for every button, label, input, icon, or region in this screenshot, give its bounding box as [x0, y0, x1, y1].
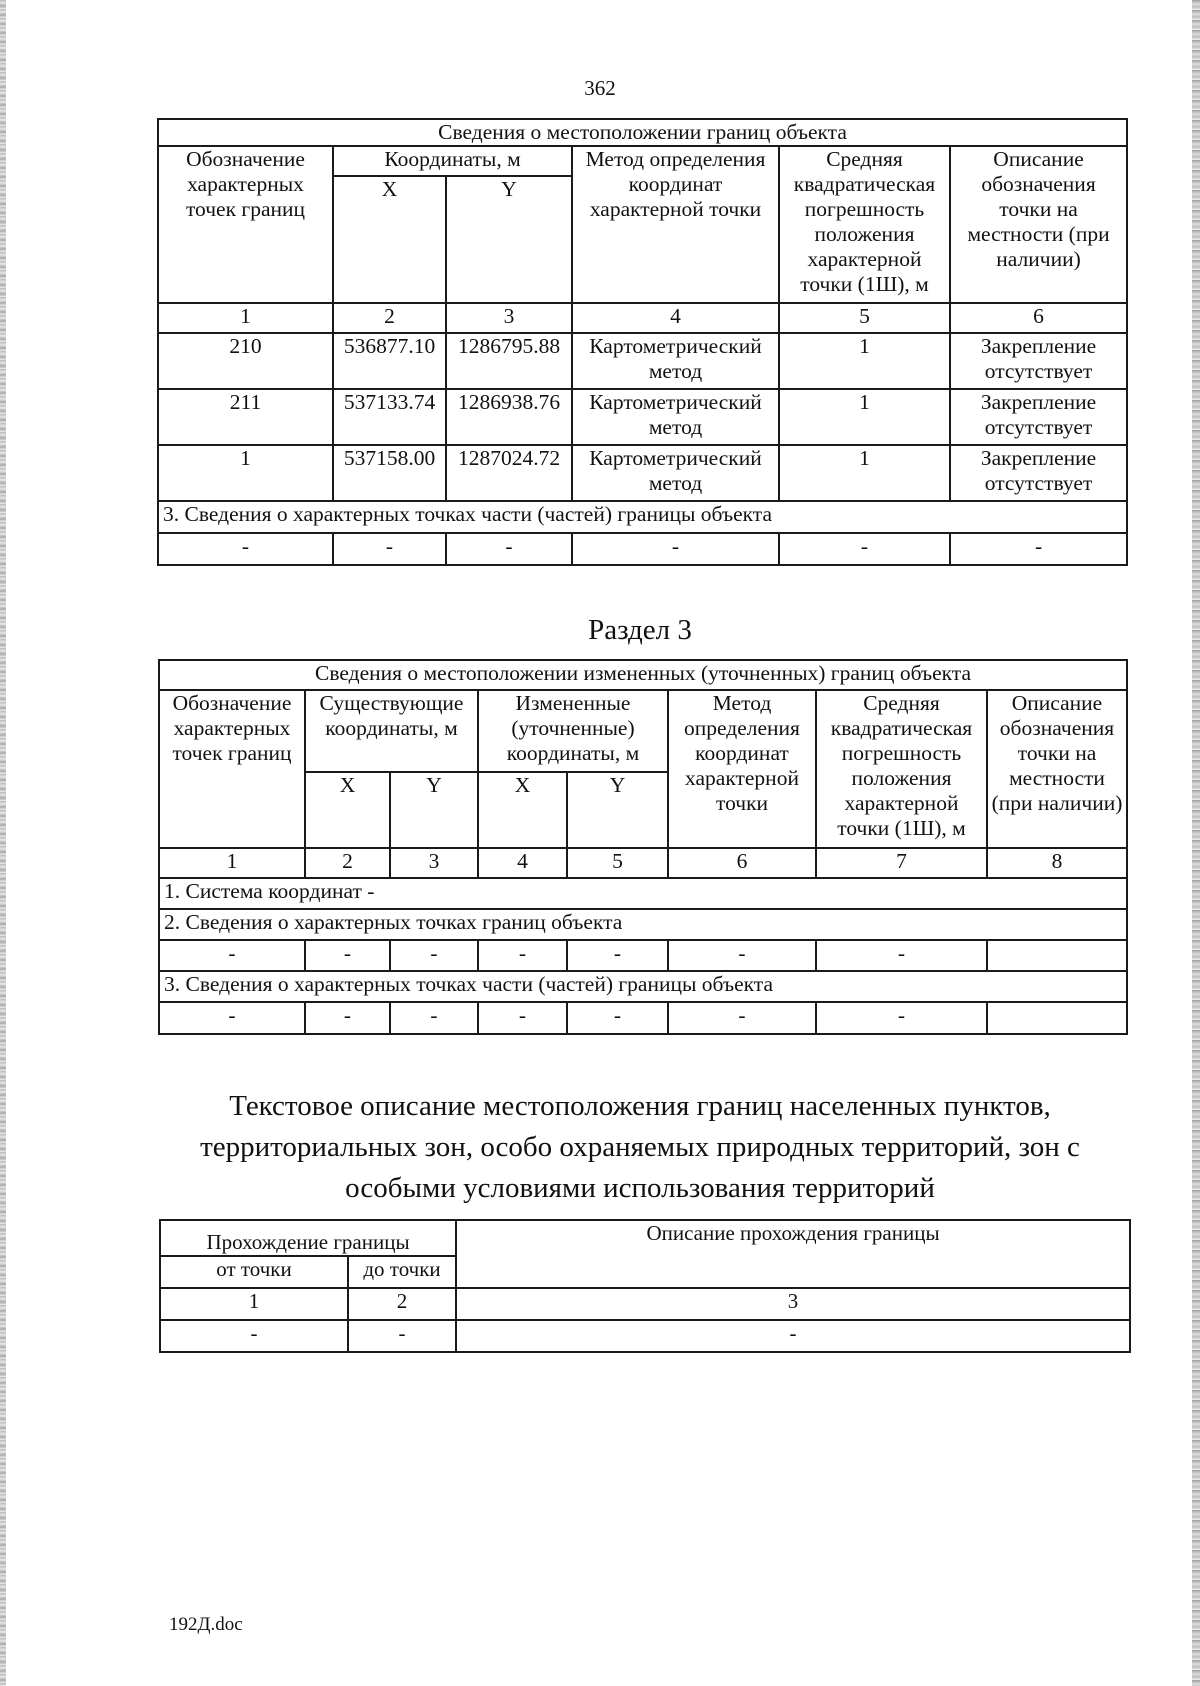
method-value: Картометрический метод [572, 445, 779, 501]
description-value: Закрепление отсутствует [950, 445, 1127, 501]
empty-dash: - [478, 1002, 567, 1034]
column-number: 6 [950, 303, 1127, 333]
x-value: 536877.10 [333, 333, 446, 389]
description-value: Закрепление отсутствует [950, 389, 1127, 445]
column-number: 3 [446, 303, 572, 333]
column-number: 1 [159, 848, 305, 878]
description-value: Закрепление отсутствует [950, 333, 1127, 389]
column-number-row [158, 303, 1127, 333]
empty-dash: - [567, 1002, 668, 1034]
header-changed-coordinates: Измененные (уточненные) координаты, м [478, 690, 668, 772]
header-y: Y [567, 772, 668, 848]
empty-dash: - [305, 1002, 390, 1034]
column-number: 5 [567, 848, 668, 878]
scan-edge-right [1192, 0, 1200, 1686]
coordinate-system-row [159, 878, 1127, 909]
column-number-row [160, 1288, 1130, 1320]
header-x: X [305, 772, 390, 848]
part-data-row [158, 533, 1127, 565]
table-caption-row [159, 660, 1127, 690]
header-row [159, 690, 1127, 772]
empty-dash: - [333, 533, 446, 565]
column-number: 3 [390, 848, 478, 878]
empty-dash: - [456, 1320, 1130, 1352]
header-to-point: до точки [348, 1256, 456, 1288]
header-method: Метод определения координат характерной точки [668, 690, 816, 848]
section-heading: Раздел 3 [588, 614, 692, 646]
table-row [158, 333, 1127, 389]
empty-dash: - [816, 1002, 987, 1034]
boundary-points-label: 2. Сведения о характерных точках границ объекта [159, 909, 1127, 940]
empty-cell [987, 1002, 1127, 1034]
column-number: 4 [478, 848, 567, 878]
boundary-location-table [157, 118, 1128, 566]
column-number: 7 [816, 848, 987, 878]
empty-cell [987, 940, 1127, 971]
changed-boundary-location-table [158, 659, 1128, 1035]
table-caption-row [158, 119, 1127, 146]
empty-dash: - [572, 533, 779, 565]
header-y: Y [390, 772, 478, 848]
x-value: 537133.74 [333, 389, 446, 445]
point-id: 211 [158, 389, 333, 445]
point-id: 210 [158, 333, 333, 389]
boundary-passage-table [159, 1219, 1131, 1353]
header-from-point: от точки [160, 1256, 348, 1288]
empty-dash: - [159, 1002, 305, 1034]
y-value: 1286938.76 [446, 389, 572, 445]
footer-filename: 192Д.doc [169, 1614, 243, 1635]
coordinate-system-label: 1. Система координат - [159, 878, 1127, 909]
header-error: Средняя квадратическая погрешность положения характерной точки (1Ш), м [816, 690, 987, 848]
header-x: X [333, 176, 446, 303]
empty-dash: - [779, 533, 950, 565]
error-value: 1 [779, 333, 950, 389]
table-row [160, 1320, 1130, 1352]
header-point-designation: Обозначение характерных точек границ [159, 690, 305, 848]
column-number: 5 [779, 303, 950, 333]
column-number: 1 [158, 303, 333, 333]
error-value: 1 [779, 389, 950, 445]
method-value: Картометрический метод [572, 389, 779, 445]
x-value: 537158.00 [333, 445, 446, 501]
part-section-label: 3. Сведения о характерных точках части (частей) границы объекта [158, 501, 1127, 533]
scan-edge-left [0, 0, 6, 1686]
header-description: Описание обозначения точки на местности (при наличии) [950, 146, 1127, 303]
empty-dash: - [567, 940, 668, 971]
method-value: Картометрический метод [572, 333, 779, 389]
column-number-row [159, 848, 1127, 878]
header-error: Средняя квадратическая погрешность положения характерной точки (1Ш), м [779, 146, 950, 303]
column-number: 2 [333, 303, 446, 333]
column-number: 1 [160, 1288, 348, 1320]
empty-dash: - [348, 1320, 456, 1352]
empty-dash: - [160, 1320, 348, 1352]
header-row [158, 146, 1127, 176]
header-row [160, 1220, 1130, 1256]
empty-dash: - [390, 940, 478, 971]
empty-dash: - [390, 1002, 478, 1034]
empty-dash: - [816, 940, 987, 971]
empty-dash: - [158, 533, 333, 565]
column-number: 3 [456, 1288, 1130, 1320]
empty-dash: - [305, 940, 390, 971]
part-data-row [159, 1002, 1127, 1034]
y-value: 1287024.72 [446, 445, 572, 501]
part-section-row [158, 501, 1127, 533]
empty-dash: - [478, 940, 567, 971]
header-point-designation: Обозначение характерных точек границ [158, 146, 333, 303]
boundary-points-row [159, 909, 1127, 940]
text-description-heading: Текстовое описание местоположения границ населенных пунктов, территориальных зон, особо охраняемых природных территорий, зон с особыми условиями использования территорий [200, 1090, 1080, 1204]
header-existing-coordinates: Существующие координаты, м [305, 690, 478, 772]
table-caption: Сведения о местоположении измененных (уточненных) границ объекта [159, 660, 1127, 690]
header-x: X [478, 772, 567, 848]
error-value: 1 [779, 445, 950, 501]
empty-dash: - [159, 940, 305, 971]
y-value: 1286795.88 [446, 333, 572, 389]
empty-dash: - [446, 533, 572, 565]
header-boundary-passage: Прохождение границы [160, 1220, 456, 1256]
part-section-row [159, 971, 1127, 1002]
page-number: 362 [584, 76, 616, 100]
empty-dash: - [668, 1002, 816, 1034]
header-coordinates: Координаты, м [333, 146, 572, 176]
header-description: Описание обозначения точки на местности (при наличии) [987, 690, 1127, 848]
column-number: 8 [987, 848, 1127, 878]
part-section-label: 3. Сведения о характерных точках части (частей) границы объекта [159, 971, 1127, 1002]
column-number: 6 [668, 848, 816, 878]
table-caption: Сведения о местоположении границ объекта [158, 119, 1127, 146]
point-id: 1 [158, 445, 333, 501]
header-passage-description: Описание прохождения границы [456, 1220, 1130, 1288]
empty-dash: - [668, 940, 816, 971]
table-row [158, 445, 1127, 501]
header-method: Метод определения координат характерной точки [572, 146, 779, 303]
table-row [158, 389, 1127, 445]
column-number: 2 [305, 848, 390, 878]
empty-dash: - [950, 533, 1127, 565]
boundary-points-data-row [159, 940, 1127, 971]
column-number: 2 [348, 1288, 456, 1320]
column-number: 4 [572, 303, 779, 333]
header-y: Y [446, 176, 572, 303]
